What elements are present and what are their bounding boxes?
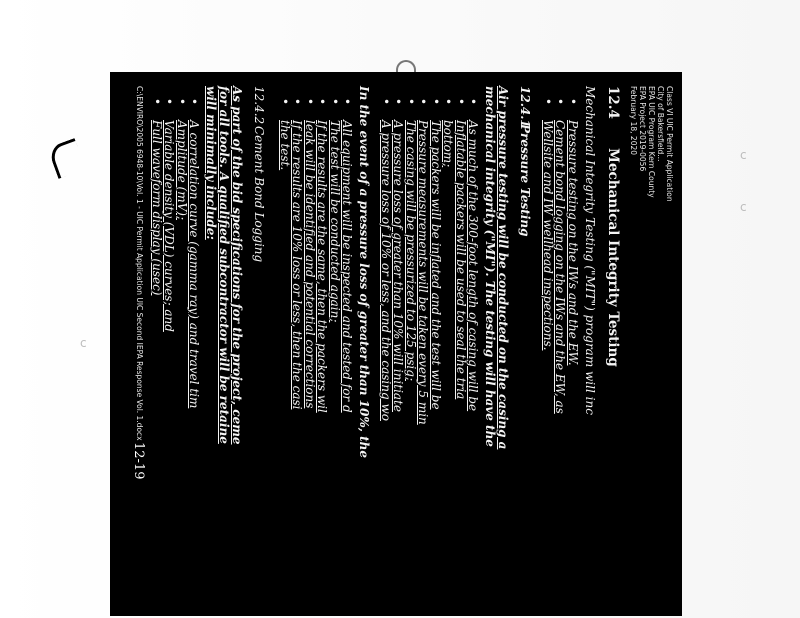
paragraph-line: Air pressure testing will be conducted on the casing a bbox=[496, 86, 511, 450]
list-item: • Full waveform display (usec) bbox=[151, 86, 164, 604]
section-title: Pressure Testing bbox=[518, 124, 533, 237]
section-heading-12-4-1 bbox=[518, 86, 533, 604]
mit-list bbox=[542, 86, 580, 604]
list-item: • The casing will be pressurized to 125 psig; bbox=[405, 86, 418, 604]
header-line: City of Bakersfield... bbox=[656, 86, 665, 162]
cbl-list bbox=[151, 86, 201, 604]
list-item: • Variable density (VDL) curves; and bbox=[163, 86, 176, 604]
section-number: 12.4.2 bbox=[252, 86, 267, 125]
header-line: EPA Project 2019-0056 bbox=[638, 86, 647, 172]
pressure-test-list bbox=[380, 86, 480, 604]
list-item: • A pressure loss of greater than 10% will initiate bbox=[392, 86, 405, 604]
paragraph-line: As part of the bid specifications for the project, ceme bbox=[230, 86, 245, 445]
list-item-continuation: • bottom; bbox=[442, 86, 455, 604]
paragraph-line: will minimally include: bbox=[204, 86, 219, 240]
section-intro: Mechanical Integrity Testing ("MIT") program will inc bbox=[583, 86, 597, 415]
section-number: 12.4.1 bbox=[518, 86, 533, 128]
list-item-continuation: • the test. bbox=[279, 86, 292, 604]
list-item: • Pressure testing on the IWs and the EW. bbox=[567, 86, 580, 604]
list-item: • Pressure measurements will be taken every 5 min bbox=[417, 86, 430, 604]
page-number: 12-19 bbox=[131, 442, 146, 480]
list-item: • Wellsite and IW wellhead inspections. bbox=[542, 86, 555, 604]
document-footer: C:\ENVIRO\2005 6948-10\Vol. 1 - UIC Permit Application UIC Second IEPA Response Vol. 1.docx bbox=[135, 86, 144, 441]
scan-speck: c bbox=[740, 200, 747, 214]
list-item: • If the results are 10% loss or less, then the casi bbox=[291, 86, 304, 604]
list-item-continuation: • leak will be identified and potential corrections bbox=[304, 86, 317, 604]
pressure-loss-list bbox=[279, 86, 354, 604]
section-title: Cement Bond Logging bbox=[252, 126, 267, 263]
scanned-page bbox=[110, 72, 682, 616]
scan-speck: c bbox=[740, 148, 747, 162]
list-item: • Amplitude (mV); bbox=[176, 86, 189, 604]
paragraph-line: mechanical integrity ("MI"). The testing will have the bbox=[483, 86, 498, 447]
list-item: • If the results are the same, then the packers wil bbox=[316, 86, 329, 604]
list-item: • All equipment will be inspected and tested for d bbox=[341, 86, 354, 604]
list-item: • As much of the 300-foot length of casing will be bbox=[467, 86, 480, 604]
scan-speck: c bbox=[80, 336, 87, 350]
paragraph: In the event of a pressure loss of greater than 10%, the bbox=[357, 86, 372, 458]
document-header bbox=[629, 86, 674, 604]
section-number: 12.4 bbox=[605, 86, 621, 119]
section-heading-12-4 bbox=[604, 86, 621, 604]
section-heading-12-4-2 bbox=[252, 86, 267, 604]
list-item: • The packers will be inflated and the test will be bbox=[430, 86, 443, 604]
list-item: • Cement bond logging on the IWs and the EW, as bbox=[554, 86, 567, 604]
header-line: EPA UIC Program Kern County bbox=[647, 86, 656, 198]
list-item: • Inflatable packers will be used to seal the tria bbox=[455, 86, 468, 604]
list-item: • The test will be conducted again; bbox=[329, 86, 342, 604]
header-line: February 18, 2020 bbox=[629, 86, 638, 156]
header-line: Class VI UIC Permit Application bbox=[665, 86, 674, 202]
rotated-document bbox=[110, 72, 682, 616]
list-item: • A pressure loss of 10% or less, and the casing wo bbox=[380, 86, 393, 604]
list-item: • A correlation curve (gamma ray) and travel tim bbox=[188, 86, 201, 604]
section-title: Mechanical Integrity Testing bbox=[605, 148, 621, 367]
paragraph-line: for all tools. A qualified subcontractor will be retaine bbox=[217, 86, 232, 444]
